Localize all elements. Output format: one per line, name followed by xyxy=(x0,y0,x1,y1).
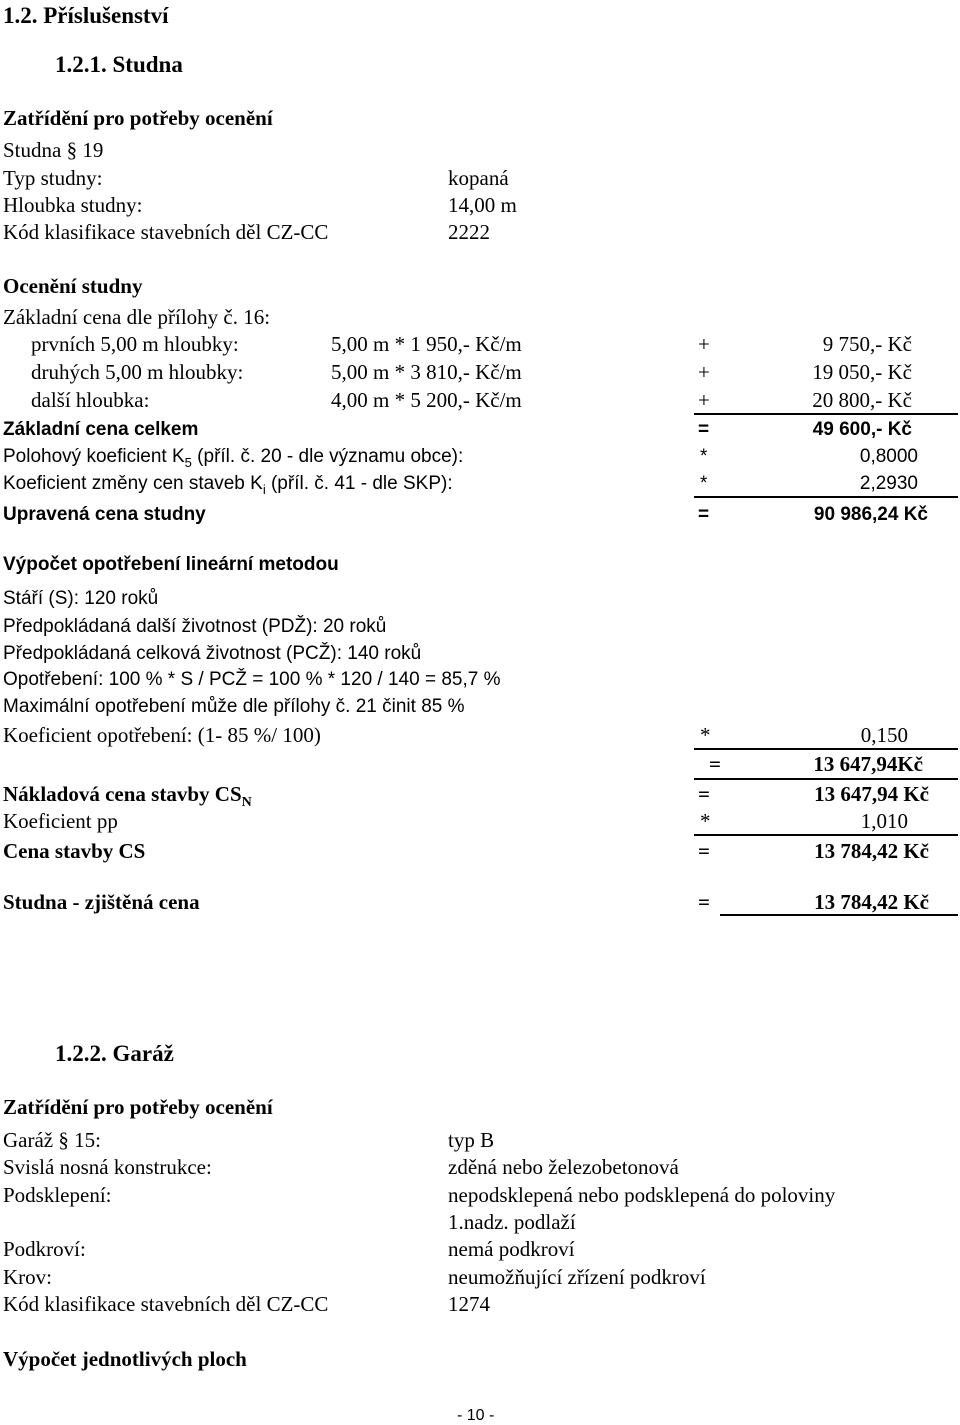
garaz-row-value: 1.nadz. podlaží xyxy=(448,1210,576,1234)
garaz-row-value: zděná nebo železobetonová xyxy=(448,1155,679,1179)
kopo-rule xyxy=(694,748,958,750)
k5-label-pre: Polohový koeficient K xyxy=(3,446,185,467)
opo-line: Stáří (S): 120 roků xyxy=(3,588,159,609)
nakl-label xyxy=(3,784,252,810)
zjist-op: = xyxy=(698,890,710,914)
studna-row-value: 2222 xyxy=(448,220,490,244)
nakl-subscript: N xyxy=(241,795,252,811)
cs-value: 13 784,42 Kč xyxy=(814,839,929,863)
ki-label-post: (příl. č. 41 - dle SKP): xyxy=(265,473,453,494)
studna-type-line: Studna § 19 xyxy=(3,138,104,162)
opo-line: Opotřebení: 100 % * S / PCŽ = 100 % * 120 / 140 = 85,7 % xyxy=(3,669,501,690)
kpp-value: 1,010 xyxy=(860,809,908,833)
zjist-label: Studna - zjištěná cena xyxy=(3,890,200,914)
zc-op: = xyxy=(698,419,710,440)
heading-3-title: Garáž xyxy=(112,1041,174,1066)
ocen-title: Ocenění studny xyxy=(3,274,143,298)
kopo-res-op: = xyxy=(709,752,721,776)
calc-op: + xyxy=(698,332,710,356)
kopo-label: Koeficient opotřebení: (1- 85 %/ 100) xyxy=(3,723,321,747)
calc-expr: 4,00 m * 5 200,- Kč/m xyxy=(331,388,522,412)
calc-label: druhých 5,00 m hloubky: xyxy=(31,360,244,384)
garaz-row-label: Krov: xyxy=(3,1265,52,1289)
kpp-label: Koeficient pp xyxy=(3,809,118,833)
garaz-row-value: neumožňující zřízení podkroví xyxy=(448,1265,706,1289)
ki-value: 2,2930 xyxy=(859,473,918,494)
opo-title: Výpočet opotřebení lineární metodou xyxy=(3,554,339,575)
studna-row-value: 14,00 m xyxy=(448,193,517,217)
zjist-value: 13 784,42 Kč xyxy=(814,890,929,914)
zc-label: Základní cena celkem xyxy=(3,419,199,440)
heading-2-number: 1.2.1. xyxy=(55,52,107,77)
heading-1-number: 1.2. xyxy=(3,3,38,28)
ploch-title: Výpočet jednotlivých ploch xyxy=(3,1347,247,1371)
opo-line: Předpokládaná celková životnost (PCŽ): 140 roků xyxy=(3,643,422,664)
calc-value: 20 800,- Kč xyxy=(812,388,912,412)
upr-value: 90 986,24 Kč xyxy=(813,504,928,525)
garaz-row-value: nepodsklepená nebo podsklepená do poloviny xyxy=(448,1183,836,1207)
opo-line: Předpokládaná další životnost (PDŽ): 20 roků xyxy=(3,616,387,637)
zjist-rule xyxy=(720,914,958,916)
calc-op: + xyxy=(698,388,710,412)
k5-op: * xyxy=(700,446,708,467)
studna-row-label: Typ studny: xyxy=(3,166,103,190)
calc-expr: 5,00 m * 3 810,- Kč/m xyxy=(331,360,522,384)
kopo-op: * xyxy=(700,723,711,747)
ki-op: * xyxy=(700,473,708,494)
upr-label: Upravená cena studny xyxy=(3,504,206,525)
k5-value: 0,8000 xyxy=(859,446,918,467)
garaz-row-value: 1274 xyxy=(448,1292,490,1316)
k5-subscript: 5 xyxy=(184,454,192,470)
nakl-label-pre: Nákladová cena stavby CS xyxy=(3,782,242,806)
studna-row-value: kopaná xyxy=(448,166,509,190)
kopo-res-rule xyxy=(694,778,958,780)
ki-label-pre: Koeficient změny cen staveb K xyxy=(3,473,263,494)
ki-label xyxy=(3,474,453,496)
calc-value: 9 750,- Kč xyxy=(822,332,912,356)
heading-2 xyxy=(55,53,183,76)
heading-2-title: Studna xyxy=(112,52,183,77)
garaz-row-value: typ B xyxy=(448,1128,495,1152)
page-number: - 10 - xyxy=(457,1407,495,1424)
calc-value: 19 050,- Kč xyxy=(812,360,912,384)
heading-3 xyxy=(55,1042,174,1065)
cs-op: = xyxy=(698,839,710,863)
kpp-rule xyxy=(694,834,958,836)
calc-label: další hloubka: xyxy=(31,388,150,412)
nakl-op: = xyxy=(698,782,710,806)
garaz-row-label: Podkroví: xyxy=(3,1237,86,1261)
ki-subscript: i xyxy=(262,481,266,497)
zakl-line: Základní cena dle přílohy č. 16: xyxy=(3,305,271,329)
garaz-row-label: Kód klasifikace stavebních děl CZ-CC xyxy=(3,1292,329,1316)
kopo-value: 0,150 xyxy=(860,723,908,747)
calc-op: + xyxy=(698,360,710,384)
garaz-row-label: Podsklepení: xyxy=(3,1183,112,1207)
garaz-class-title: Zatřídění pro potřeby ocenění xyxy=(3,1095,273,1119)
coef-rule xyxy=(694,496,958,498)
kpp-op: * xyxy=(700,809,711,833)
heading-3-number: 1.2.2. xyxy=(55,1041,107,1066)
upr-op: = xyxy=(698,504,710,525)
cs-label: Cena stavby CS xyxy=(3,839,146,863)
garaz-row-label: Garáž § 15: xyxy=(3,1128,101,1152)
kopo-res-value: 13 647,94Kč xyxy=(813,752,923,776)
calc-expr: 5,00 m * 1 950,- Kč/m xyxy=(331,332,522,356)
studna-row-label: Hloubka studny: xyxy=(3,193,143,217)
sum-rule xyxy=(694,413,958,415)
studna-class-title: Zatřídění pro potřeby ocenění xyxy=(3,106,273,130)
k5-label xyxy=(3,447,463,469)
heading-1-title: Příslušenství xyxy=(43,3,169,28)
heading-1 xyxy=(3,4,168,27)
calc-label: prvních 5,00 m hloubky: xyxy=(31,332,239,356)
garaz-row-label: Svislá nosná konstrukce: xyxy=(3,1155,212,1179)
garaz-row-value: nemá podkroví xyxy=(448,1237,575,1261)
k5-label-post: (příl. č. 20 - dle významu obce): xyxy=(191,446,464,467)
zc-value: 49 600,- Kč xyxy=(812,419,912,440)
studna-row-label: Kód klasifikace stavebních děl CZ-CC xyxy=(3,220,329,244)
opo-line: Maximální opotřebení může dle přílohy č. 21 činit 85 % xyxy=(3,696,465,717)
nakl-value: 13 647,94 Kč xyxy=(814,782,929,806)
